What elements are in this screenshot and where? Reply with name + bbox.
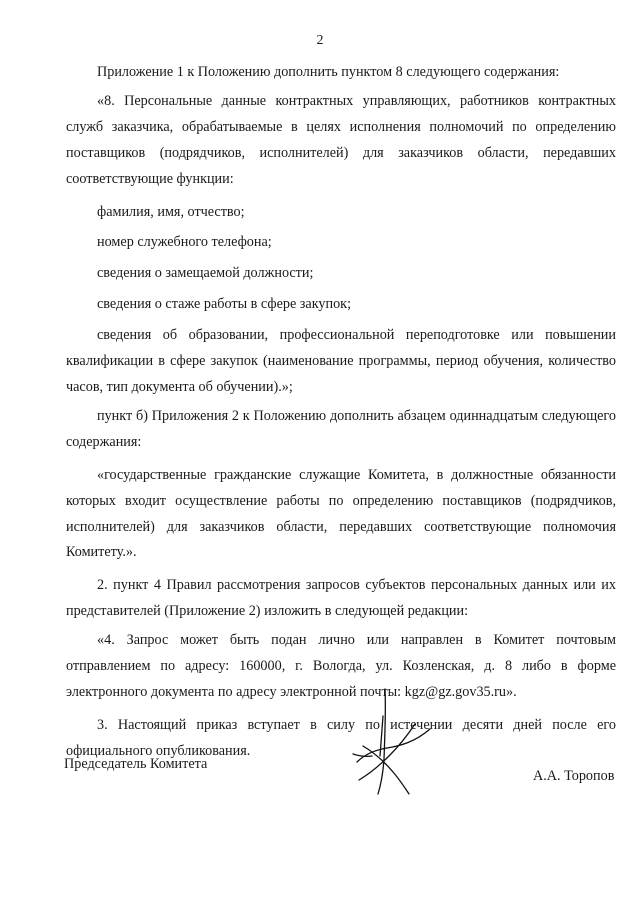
list-item-experience: сведения о стаже работы в сфере закупок;	[97, 296, 352, 313]
list-item-full-name: фамилия, имя, отчество;	[97, 203, 245, 220]
page-number: 2	[316, 33, 324, 48]
list-item-education: сведения об образовании, профессиональной переподготовке или повышении квалификации в сфере закупок (наименование программы, период обучения, количество часов, тип документа об обучении).»;	[66, 327, 616, 395]
paragraph-item-8: «8. Персональные данные контрактных управляющих, работников контрактных служб заказчика, обрабатываемые в целях исполнения полномочий по определению поставщиков (подрядчиков, исполнителей) для заказчиков области, передавших соответствующие функции:	[66, 92, 616, 187]
list-item-phone: номер служебного телефона;	[97, 234, 272, 251]
paragraph-civil-servants: «государственные гражданские служащие Комитета, в должностные обязанности которых входит осуществление работы по определению поставщиков (подрядчиков, исполнителей) для заказчиков области, передавших соответствующие полномочия Комитету.».	[66, 466, 616, 561]
handwritten-signature	[345, 684, 445, 799]
signatory-title: Председатель Комитета	[64, 756, 208, 772]
list-item-position: сведения о замещаемой должности;	[97, 265, 314, 282]
document-body	[66, 60, 616, 765]
paragraph-effective-date: 3. Настоящий приказ вступает в силу по истечении десяти дней после его официального опубликования.	[66, 716, 616, 759]
paragraph-appendix-2-item-b: пункт б) Приложения 2 к Положению дополнить абзацем одиннадцатым следующего содержания:	[66, 407, 616, 450]
paragraph-appendix-1-intro: Приложение 1 к Положению дополнить пунктом 8 следующего содержания:	[97, 64, 560, 80]
paragraph-request-submission: «4. Запрос может быть подан лично или направлен в Комитет почтовым отправлением по адресу: 160000, г. Вологда, ул. Козленская, д. 8 либо в форме электронного документа по адресу электронной почты: kgz@gz.gov35.ru».	[66, 632, 616, 700]
signatory-name: А.А. Торопов	[533, 768, 615, 784]
paragraph-rules-item-4: 2. пункт 4 Правил рассмотрения запросов субъектов персональных данных или их представителей (Приложение 2) изложить в следующей редакции:	[66, 577, 616, 620]
